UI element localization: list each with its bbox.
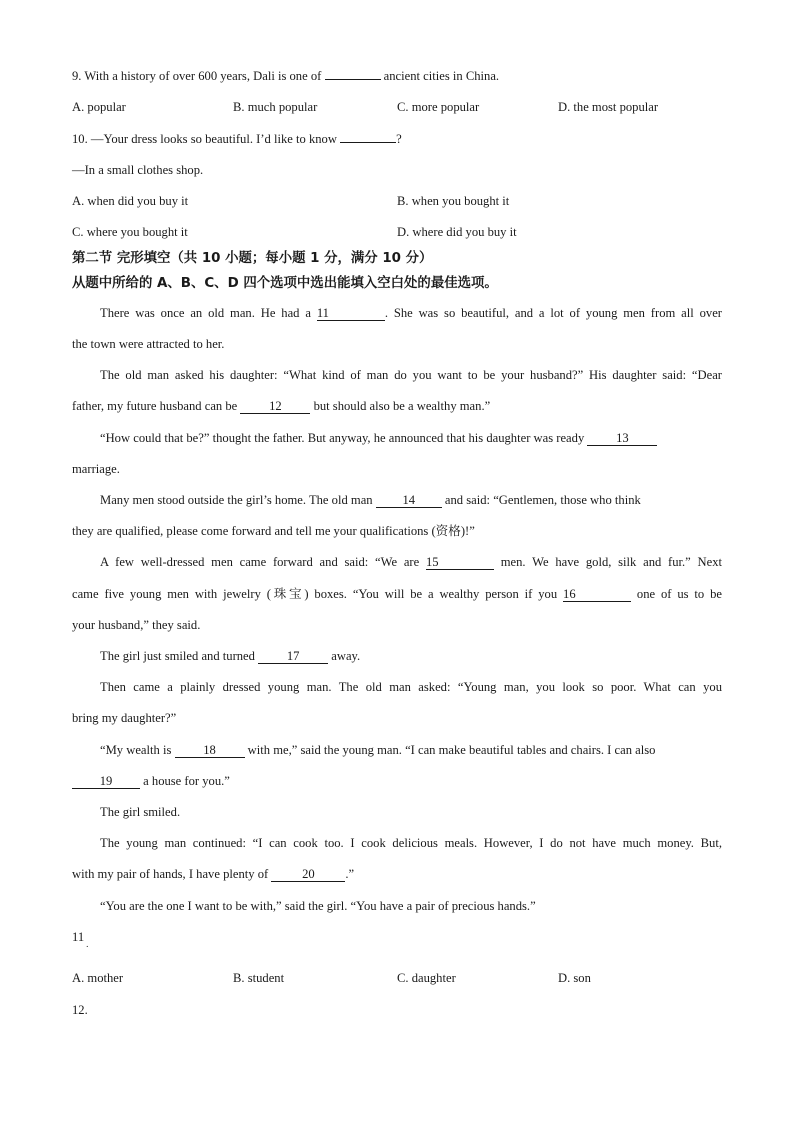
question-number: 11 [72,930,85,944]
blank-17[interactable]: 17 [258,650,328,664]
question-10-text: 10. —Your dress looks so beautiful. I’d like to know [72,132,337,146]
question-9-stem [72,68,722,84]
passage-text: and said: “Gentlemen, those who think [444,493,641,507]
blank-12[interactable]: 12 [240,400,310,414]
passage-line: they are qualified, please come forward and tell me your qualifications (资格)!” [72,524,475,538]
question-9-option-b[interactable]: B. much popular [233,100,318,114]
passage-text: father, my future husband can be [72,399,238,413]
passage-line: Then came a plainly dressed young man. The old man asked: “Young man, you look so poor. What can you [100,680,722,694]
question-9-option-a[interactable]: A. popular [72,100,126,114]
question-11-option-d[interactable]: D. son [558,971,591,985]
section-title: 第二节 完形填空（共 10 小题；每小题 1 分，满分 10 分） [72,251,433,266]
question-10-text-end: ? [396,132,402,146]
question-10-option-a[interactable]: A. when did you buy it [72,194,189,208]
blank-11[interactable]: 11 [317,307,385,321]
passage-line: bring my daughter?” [72,711,177,725]
passage-text: a house for you.” [143,774,230,788]
passage-text: but should also be a wealthy man.” [313,399,491,413]
passage-line [72,398,722,414]
blank-14[interactable]: 14 [376,494,442,508]
passage-text: came five young men with jewelry (珠宝) boxes. “You will be a wealthy person if you [72,587,558,601]
passage-text: .” [345,867,355,881]
question-10-option-b[interactable]: B. when you bought it [397,194,510,208]
question-11-option-a[interactable]: A. mother [72,971,124,985]
passage-line: The young man continued: “I can cook too. I cook delicious meals. However, I do not have much money. But, [100,836,722,850]
question-10-blank [340,142,396,143]
passage-line [100,554,722,570]
question-12-number: 12. [72,1003,88,1017]
passage-line [72,773,722,789]
passage-text: . She was so beautiful, and a lot of young men from all over [384,306,722,320]
question-9-text-end: ancient cities in China. [383,69,500,83]
question-9-blank [325,79,381,80]
passage-text: “My wealth is [100,743,172,757]
passage-text: away. [331,649,361,663]
passage-text: with me,” said the young man. “I can make beautiful tables and chairs. I can also [247,743,656,757]
question-10-option-d[interactable]: D. where did you buy it [397,225,517,239]
question-10-reply: —In a small clothes shop. [72,163,204,177]
question-number-dot: . [86,939,89,949]
question-10-stem [72,131,722,147]
passage-line [100,492,722,508]
blank-16[interactable]: 16 [563,588,631,602]
passage-line: The girl smiled. [100,805,181,819]
passage-text: A few well-dressed men came forward and said: “We are [100,555,420,569]
passage-line: marriage. [72,462,120,476]
passage-text: with my pair of hands, I have plenty of [72,867,269,881]
question-9-option-c[interactable]: C. more popular [397,100,480,114]
passage-line [72,586,722,602]
passage-text: men. We have gold, silk and fur.” Next [500,555,722,569]
question-9-option-d[interactable]: D. the most popular [558,100,659,114]
passage-line [100,430,722,446]
passage-line [100,305,722,321]
passage-text: There was once an old man. He had a [100,306,311,320]
passage-text: one of us to be [636,587,722,601]
passage-text: “How could that be?” thought the father. But anyway, he announced that his daughter was ready [100,431,585,445]
blank-20[interactable]: 20 [271,868,345,882]
section-instruction: 从题中所给的 A、B、C、D 四个选项中选出能填入空白处的最佳选项。 [72,276,498,291]
question-11-option-c[interactable]: C. daughter [397,971,456,985]
blank-18[interactable]: 18 [175,744,245,758]
passage-line [100,648,722,664]
passage-line: The old man asked his daughter: “What kind of man do you want to be your husband?” His daughter said: “Dear [100,368,722,382]
blank-13[interactable]: 13 [587,432,657,446]
passage-line: “You are the one I want to be with,” said the girl. “You have a pair of precious hands.” [100,899,536,913]
passage-line: the town were attracted to her. [72,337,225,351]
question-11-option-b[interactable]: B. student [233,971,285,985]
question-9-text: 9. With a history of over 600 years, Dali is one of [72,69,322,83]
passage-line [100,742,722,758]
blank-15[interactable]: 15 [426,556,494,570]
blank-19[interactable]: 19 [72,775,140,789]
passage-text: Many men stood outside the girl’s home. The old man [100,493,373,507]
passage-text: The girl just smiled and turned [100,649,255,663]
passage-line: your husband,” they said. [72,618,201,632]
passage-line [72,866,722,882]
question-10-option-c[interactable]: C. where you bought it [72,225,188,239]
question-11-number [72,929,722,952]
